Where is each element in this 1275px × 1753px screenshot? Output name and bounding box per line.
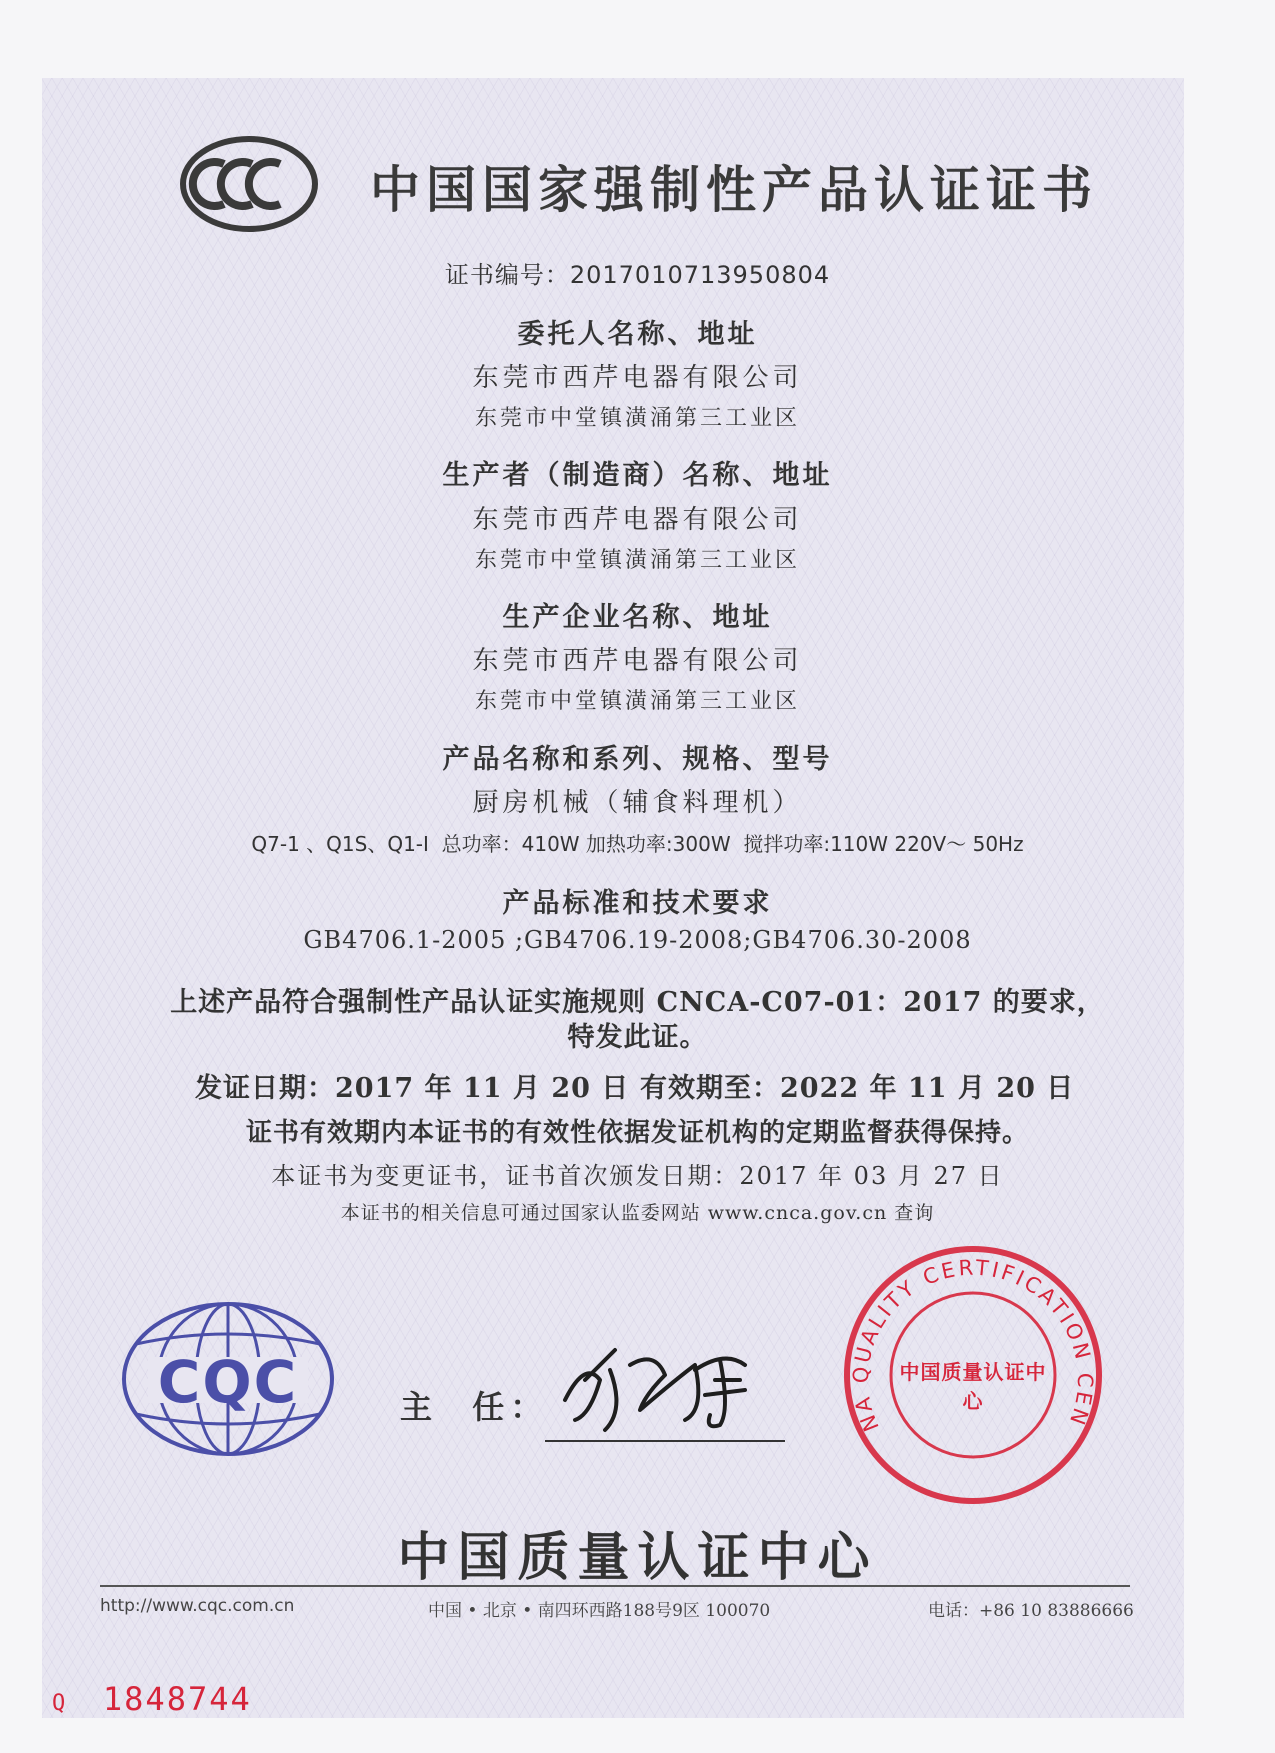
standards-value: GB4706.1-2005 ;GB4706.19-2008;GB4706.30-2008 — [303, 926, 972, 954]
ccc-logo-icon — [178, 134, 320, 234]
serial-digits: 1848744 — [102, 1680, 252, 1718]
ccc-logo — [178, 134, 320, 234]
statement-line-1: 上述产品符合强制性产品认证实施规则 CNCA-C07-01：2017 的要求， — [170, 987, 1105, 1018]
signature-line — [545, 1440, 785, 1442]
official-seal — [838, 1240, 1108, 1510]
issue-date: 发证日期：2017 年 11 月 20 日 — [195, 1073, 630, 1104]
issuing-organization: 中国质量认证中心 — [397, 1528, 878, 1588]
product-name: 厨房机械（辅食料理机） — [472, 788, 803, 818]
factory-name: 东莞市西芹电器有限公司 — [472, 646, 803, 676]
serial-number — [52, 1680, 252, 1718]
serial-prefix: Q — [52, 1691, 66, 1716]
footer-address: 中国 • 北京 • 南四环西路188号9区 100070 — [428, 1601, 771, 1621]
certificate-title: 中国国家强制性产品认证证书 — [370, 161, 1098, 219]
footer-phone: 电话：+86 10 83886666 — [928, 1601, 1134, 1621]
manufacturer-address: 东莞市中堂镇潢涌第三工业区 — [474, 548, 800, 573]
product-heading: 产品名称和系列、规格、型号 — [442, 744, 833, 775]
validity-note: 证书有效期内本证书的有效性依据发证机构的定期监督获得保持。 — [245, 1118, 1029, 1148]
applicant-address: 东莞市中堂镇潢涌第三工业区 — [474, 406, 800, 431]
footer-rule — [100, 1585, 1130, 1587]
director-label: 主 任： — [400, 1388, 549, 1426]
query-note: 本证书的相关信息可通过国家认监委网站 www.cnca.gov.cn 查询 — [340, 1202, 935, 1224]
statement-line-2: 特发此证。 — [567, 1022, 708, 1053]
footer-website: http://www.cqc.com.cn — [100, 1596, 295, 1616]
product-models: Q7-1 、Q1S、Q1-I 总功率：410W 加热功率:300W 搅拌功率:110W 220V～ 50Hz — [251, 832, 1024, 856]
applicant-name: 东莞市西芹电器有限公司 — [472, 363, 803, 393]
manufacturer-name: 东莞市西芹电器有限公司 — [472, 505, 803, 535]
manufacturer-heading: 生产者（制造商）名称、地址 — [442, 460, 833, 491]
factory-address: 东莞市中堂镇潢涌第三工业区 — [474, 689, 800, 714]
director-signature — [545, 1320, 785, 1440]
certificate-number: 证书编号：2017010713950804 — [444, 261, 831, 289]
standards-heading: 产品标准和技术要求 — [502, 888, 773, 919]
expiry-date: 有效期至：2022 年 11 月 20 日 — [640, 1073, 1075, 1104]
seal-english-text: NA QUALITY CERTIFICATION CEN — [848, 1255, 1098, 1435]
seal-chinese-text: 中国质量认证中心 — [899, 1360, 1047, 1413]
factory-heading: 生产企业名称、地址 — [502, 602, 773, 633]
applicant-heading: 委托人名称、地址 — [517, 319, 758, 350]
change-note: 本证书为变更证书，证书首次颁发日期：2017 年 03 月 27 日 — [271, 1162, 1004, 1190]
cqc-logo-text: CQC — [157, 1348, 299, 1416]
handwritten-signature — [545, 1320, 785, 1440]
cqc-logo — [120, 1300, 336, 1458]
